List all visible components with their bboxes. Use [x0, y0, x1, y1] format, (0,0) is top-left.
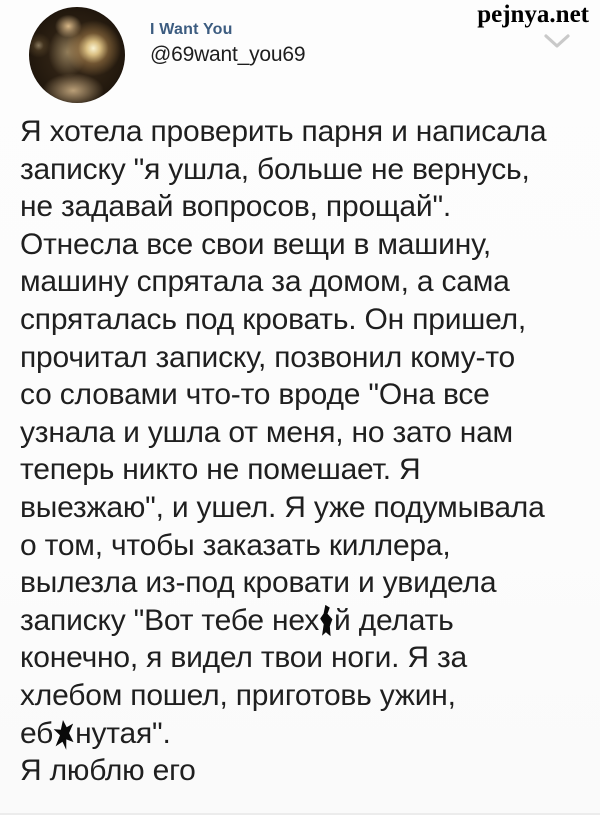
tweet-text-line: не задавай вопросов, прощай". — [20, 190, 452, 224]
tweet-text-line: хлебом пошел, приготовь ужин, — [20, 678, 456, 712]
tweet-text-line: Отнесла все свои вещи в машину, — [20, 227, 492, 261]
tweet-body — [20, 113, 592, 790]
tweet-text-line — [20, 715, 592, 753]
tweet-text-segment: записку "Вот тебе нех — [20, 603, 320, 637]
tweet-text-line: узнала и ушла от меня, но зато нам — [20, 415, 513, 449]
tweet-text-line: вылезла из-под кровати и увидела — [20, 566, 497, 600]
tweet-text-line: со словами что-то вроде "Она все — [20, 378, 490, 412]
tweet-text-segment: й делать — [334, 603, 454, 637]
censor-scribble — [53, 719, 75, 750]
tweet-text-line: машину спрятала за домом, а сама — [20, 265, 510, 299]
censor-scribble — [319, 604, 334, 636]
tweet-text-segment: еб — [20, 716, 54, 750]
user-handle[interactable]: @69want_you69 — [150, 43, 306, 66]
chevron-down-icon[interactable] — [543, 33, 571, 51]
watermark: pejnya.net — [477, 1, 589, 28]
tweet-text-line: конечно, я видел твои ноги. Я за — [20, 641, 468, 675]
tweet-text-segment: нутая". — [75, 716, 171, 750]
tweet-text-line: теперь никто не помешает. Я — [20, 453, 421, 487]
tweet-text-line: записку "я ушла, больше не вернусь, — [20, 152, 530, 186]
author-block[interactable] — [150, 21, 305, 67]
tweet-text-line: о том, чтобы заказать киллера, — [20, 528, 451, 562]
display-name[interactable]: I Want You — [150, 21, 233, 38]
tweet-text-line: спряталась под кровать. Он пришел, — [20, 302, 527, 336]
tweet-text-line: Я хотела проверить парня и написала — [20, 115, 547, 148]
avatar[interactable] — [29, 7, 125, 103]
tweet-text-line — [20, 602, 592, 640]
tweet-text-line: Я люблю его — [20, 754, 196, 788]
tweet-text-line: прочитал записку, позвонил кому-то — [20, 340, 516, 374]
tweet-text-line: выезжаю", и ушел. Я уже подумывала — [20, 490, 545, 524]
